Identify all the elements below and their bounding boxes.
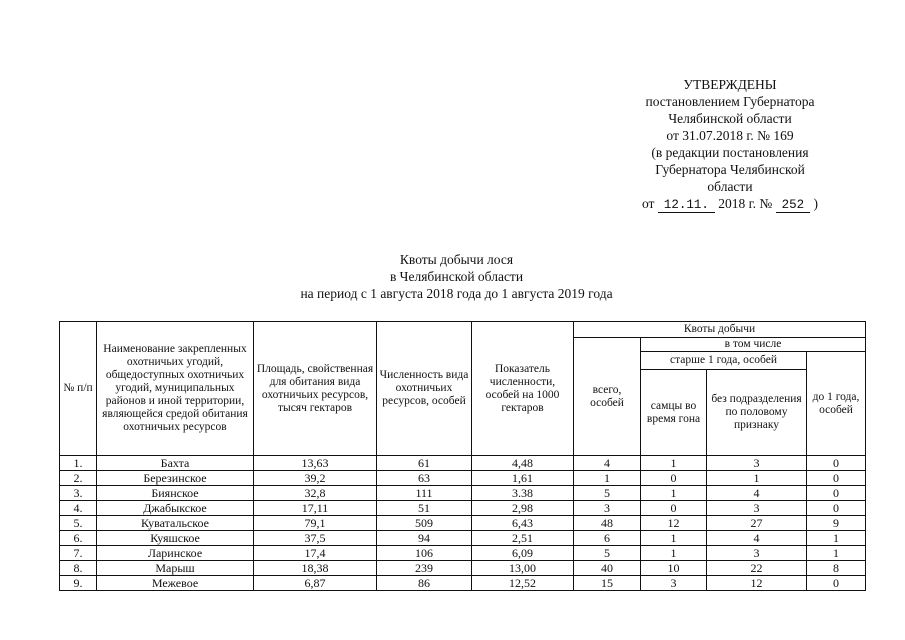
header-area: Площадь, свойственная для обитания вида охотничьих ресурсов, тысяч гектаров [254, 322, 377, 456]
table-header [60, 322, 866, 456]
header-num: № п/п [60, 322, 97, 456]
cell-population: 239 [377, 561, 472, 576]
table-row [60, 471, 866, 486]
handwritten-date: 12.11. [658, 199, 715, 213]
cell-population: 509 [377, 516, 472, 531]
cell-no-split: 1 [707, 471, 807, 486]
header-including: в том числе [641, 338, 866, 352]
header-total: всего, особей [574, 338, 641, 456]
cell-area: 37,5 [254, 531, 377, 546]
table-body [60, 456, 866, 591]
cell-total: 3 [574, 501, 641, 516]
cell-total: 5 [574, 546, 641, 561]
title-line: на период с 1 августа 2018 года до 1 августа 2019 года [300, 286, 613, 301]
header-males: самцы во время гона [641, 370, 707, 456]
header-no-split: без подразделения по половому признаку [707, 370, 807, 456]
cell-no-split: 12 [707, 576, 807, 591]
date-suffix: 2018 г. № [718, 196, 773, 211]
cell-males: 1 [641, 531, 707, 546]
date-prefix: от [641, 196, 655, 211]
table-row [60, 576, 866, 591]
cell-area: 17,11 [254, 501, 377, 516]
cell-males: 3 [641, 576, 707, 591]
cell-density: 6,09 [472, 546, 574, 561]
cell-density: 3.38 [472, 486, 574, 501]
approval-block [615, 76, 845, 213]
approval-line: (в редакции постановления [651, 145, 809, 160]
cell-total: 1 [574, 471, 641, 486]
cell-num: 2. [60, 471, 97, 486]
table-row [60, 456, 866, 471]
table-row [60, 486, 866, 501]
cell-area: 79,1 [254, 516, 377, 531]
cell-no-split: 3 [707, 456, 807, 471]
cell-density: 6,43 [472, 516, 574, 531]
cell-area: 17,4 [254, 546, 377, 561]
cell-no-split: 4 [707, 486, 807, 501]
cell-num: 1. [60, 456, 97, 471]
cell-name: Бахта [97, 456, 254, 471]
cell-name: Березинское [97, 471, 254, 486]
cell-no-split: 27 [707, 516, 807, 531]
cell-name: Марыш [97, 561, 254, 576]
cell-population: 111 [377, 486, 472, 501]
cell-area: 13,63 [254, 456, 377, 471]
cell-num: 4. [60, 501, 97, 516]
cell-population: 86 [377, 576, 472, 591]
cell-under1: 0 [807, 471, 866, 486]
cell-density: 4,48 [472, 456, 574, 471]
cell-num: 5. [60, 516, 97, 531]
title-line: в Челябинской области [389, 269, 524, 284]
cell-area: 39,2 [254, 471, 377, 486]
table-row [60, 531, 866, 546]
header-quota-group: Квоты добычи [574, 322, 866, 338]
cell-name: Межевое [97, 576, 254, 591]
cell-under1: 1 [807, 531, 866, 546]
cell-no-split: 4 [707, 531, 807, 546]
cell-under1: 9 [807, 516, 866, 531]
approval-date-line [615, 195, 845, 213]
header-density: Показатель численности, особей на 1000 гектаров [472, 322, 574, 456]
cell-name: Куяшское [97, 531, 254, 546]
cell-density: 1,61 [472, 471, 574, 486]
cell-males: 1 [641, 456, 707, 471]
table-row [60, 546, 866, 561]
table-row [60, 561, 866, 576]
cell-under1: 0 [807, 456, 866, 471]
cell-no-split: 22 [707, 561, 807, 576]
quota-table [59, 321, 866, 591]
table-row [60, 516, 866, 531]
cell-total: 15 [574, 576, 641, 591]
cell-density: 13,00 [472, 561, 574, 576]
cell-no-split: 3 [707, 546, 807, 561]
cell-area: 32,8 [254, 486, 377, 501]
cell-name: Куватальское [97, 516, 254, 531]
cell-population: 63 [377, 471, 472, 486]
header-older: старше 1 года, особей [641, 352, 807, 370]
header-population: Численность вида охотничьих ресурсов, особей [377, 322, 472, 456]
cell-total: 4 [574, 456, 641, 471]
cell-density: 12,52 [472, 576, 574, 591]
cell-name: Биянское [97, 486, 254, 501]
cell-num: 8. [60, 561, 97, 576]
approval-line: постановлением Губернатора [645, 94, 815, 109]
cell-population: 61 [377, 456, 472, 471]
cell-total: 40 [574, 561, 641, 576]
approval-line: Челябинской области [668, 111, 792, 126]
cell-under1: 0 [807, 576, 866, 591]
cell-population: 94 [377, 531, 472, 546]
approval-line: Губернатора Челябинской [655, 162, 805, 177]
approval-title: УТВЕРЖДЕНЫ [683, 77, 777, 92]
cell-males: 0 [641, 471, 707, 486]
title-line: Квоты добычи лося [399, 252, 514, 267]
cell-males: 0 [641, 501, 707, 516]
approval-line: от 31.07.2018 г. № 169 [666, 128, 794, 143]
header-name: Наименование закрепленных охотничьих угодий, общедоступных охотничьих угодий, муниципальных районов и иной территории, являющейся средой обитания охотничьих ресурсов [97, 322, 254, 456]
cell-under1: 0 [807, 501, 866, 516]
cell-males: 10 [641, 561, 707, 576]
approval-line: области [707, 179, 753, 194]
document-title [0, 251, 905, 302]
cell-total: 5 [574, 486, 641, 501]
cell-males: 1 [641, 546, 707, 561]
cell-area: 18,38 [254, 561, 377, 576]
cell-males: 1 [641, 486, 707, 501]
cell-num: 6. [60, 531, 97, 546]
cell-under1: 1 [807, 546, 866, 561]
cell-num: 7. [60, 546, 97, 561]
cell-males: 12 [641, 516, 707, 531]
cell-total: 6 [574, 531, 641, 546]
cell-under1: 0 [807, 486, 866, 501]
cell-no-split: 3 [707, 501, 807, 516]
cell-num: 9. [60, 576, 97, 591]
cell-area: 6,87 [254, 576, 377, 591]
cell-density: 2,98 [472, 501, 574, 516]
cell-population: 106 [377, 546, 472, 561]
cell-name: Ларинское [97, 546, 254, 561]
header-under1: до 1 года, особей [807, 352, 866, 456]
cell-num: 3. [60, 486, 97, 501]
handwritten-number: 252 [776, 199, 811, 213]
table-row [60, 501, 866, 516]
closing-paren: ) [813, 196, 819, 211]
cell-population: 51 [377, 501, 472, 516]
cell-under1: 8 [807, 561, 866, 576]
cell-total: 48 [574, 516, 641, 531]
cell-density: 2,51 [472, 531, 574, 546]
cell-name: Джабыкское [97, 501, 254, 516]
